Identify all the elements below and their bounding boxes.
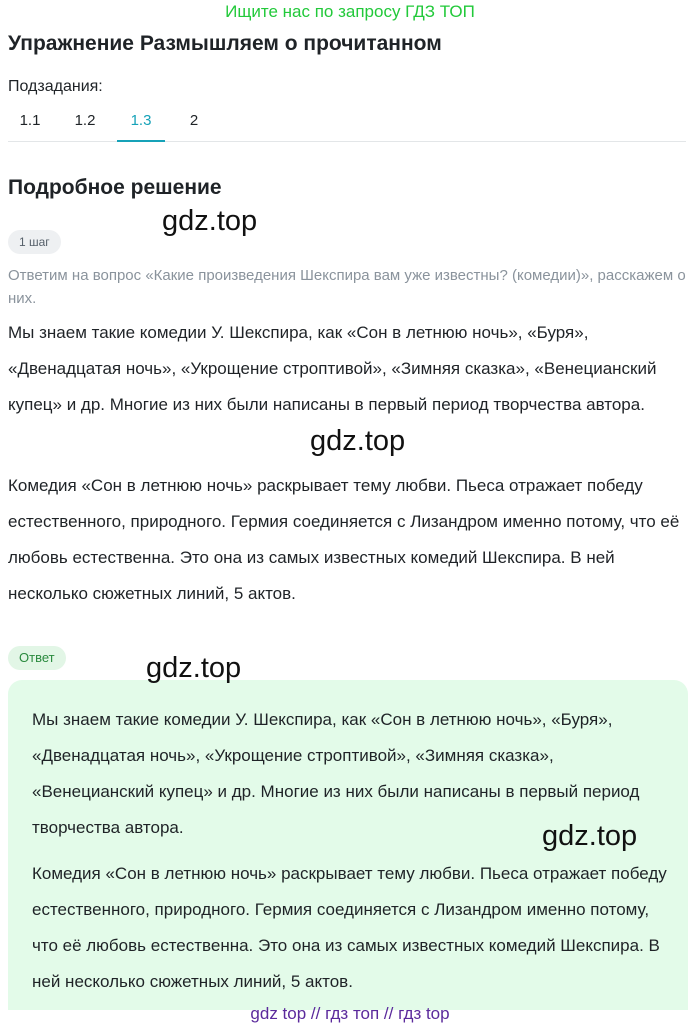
search-banner: Ищите нас по запросу ГДЗ ТОП [225,2,475,21]
footer-watermark: gdz top // гдз топ // гдз top [250,1004,450,1023]
answer-badge: Ответ [8,646,66,670]
tab-1-3[interactable]: 1.3 [117,104,165,142]
solution-title: Подробное решение [8,176,222,199]
solution-paragraph-1: Мы знаем такие комедии У. Шекспира, как «Сон в летнюю ночь», «Буря», «Двенадцатая ночь», «Укрощение строптивой», «Зимняя сказка», «Венецианский купец» и др. Многие из них были написаны в первый период творчества автора. [8,323,657,414]
answer-paragraph-2: Комедия «Сон в летнюю ночь» раскрывает тему любви. Пьеса отражает победу естественного, природного. Гермия соединяется с Лизандром именно потому, что её любовь естественна. Это она из самых известных комедий Шекспира. В ней несколько сюжетных линий, 5 актов. [32,864,667,991]
step-badge: 1 шаг [8,230,61,254]
question-intro: Ответим на вопрос «Какие произведения Шекспира вам уже известны? (комедии)», расскажем о них. [8,267,686,307]
subtasks-label: Подзадания: [8,78,103,95]
tab-1-2[interactable]: 1.2 [74,112,96,129]
solution-paragraph-2: Комедия «Сон в летнюю ночь» раскрывает тему любви. Пьеса отражает победу естественного, природного. Гермия соединяется с Лизандром именно потому, что её любовь естественна. Это она из самых известных комедий Шекспира. В ней несколько сюжетных линий, 5 актов. [8,476,680,603]
watermark: gdz.top [542,820,638,852]
watermark: gdz.top [310,425,406,457]
tab-1-1[interactable]: 1.1 [19,112,41,129]
subtask-tabs [8,104,686,142]
watermark: gdz.top [162,205,258,237]
watermark: gdz.top [146,652,242,684]
page-title: Упражнение Размышляем о прочитанном [8,32,442,55]
tab-2[interactable]: 2 [189,112,199,129]
answer-paragraph-1: Мы знаем такие комедии У. Шекспира, как «Сон в летнюю ночь», «Буря», «Двенадцатая ночь», «Укрощение строптивой», «Зимняя сказка», «Венецианский купец» и др. Многие из них были написаны в первый период творчества автора. [32,710,640,837]
